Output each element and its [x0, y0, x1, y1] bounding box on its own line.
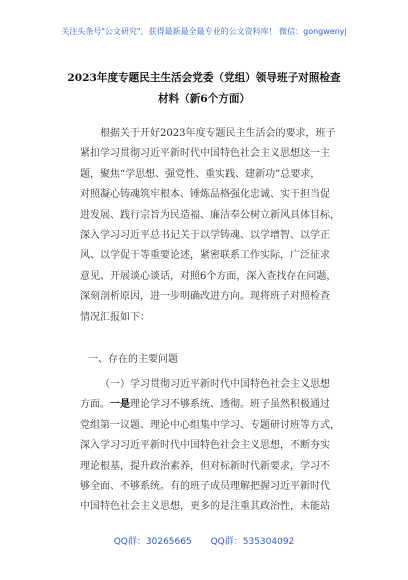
subsection-text: 理论学习不够系统、透彻。班子虽然积极通过 — [130, 399, 330, 411]
qq-group-1: QQ群：30265665 — [113, 537, 192, 547]
intro-line: 进发展、践行宗旨为民造福、廉洁奉公树立新风具体目标， — [80, 209, 340, 221]
intro-line: 深刻剖析原因，进一步明确改进方向。现将班子对照检查 — [80, 291, 330, 303]
intro-paragraph — [80, 124, 342, 328]
subsection-line: 理论根基，提升政治素养，但对标新时代新要求，学习不 — [80, 460, 330, 472]
subsection-prefix: 方面。 — [80, 399, 110, 411]
intro-line: 意见、开展谈心谈话，对照6个方面，深入查找存在问题， — [80, 270, 337, 282]
subsection-line: 够全面、不够系统。有的班子成员理解把握习近平新时代 — [80, 481, 330, 493]
section-heading: 一、存在的主要问题 — [88, 354, 178, 365]
subsection-line: 中国特色社会主义思想，更多的是注重其政治性，未能站 — [80, 501, 330, 513]
footer — [0, 534, 408, 547]
intro-line: 风、以学促干等重要论述，紧密联系工作实际，广泛征求 — [80, 250, 330, 262]
subsection-line: 深入学习习近平新时代中国特色社会主义思想，不断夯实 — [80, 440, 330, 452]
document-title-line-2: 材料（新6个方面） — [157, 93, 251, 105]
qq-group-2: QQ群：535304092 — [210, 537, 295, 547]
subsection-line: （一）学习贯彻习近平新时代中国特色社会主义思想 — [100, 379, 330, 390]
intro-line: 根据关于开好2023年度专题民主生活会的要求，班子 — [100, 128, 336, 139]
intro-line: 对照凝心铸魂筑牢根本、锤炼品格强化忠诚、实干担当促 — [80, 189, 330, 201]
subsection-line — [80, 395, 342, 415]
point-marker: 一是 — [110, 399, 130, 411]
intro-line: 深入学习习近平总书记关于以学铸魂、以学增智、以学正 — [80, 230, 330, 242]
header-banner: 关注头条号"公文研究"，获得最新最全最专业的公文资料库！ 微信：gongwenyj — [61, 27, 347, 36]
intro-line: 情况汇报如下： — [80, 311, 150, 323]
document-title-line-1: 2023年度专题民主生活会党委（党组）领导班子对照检查 — [67, 72, 341, 84]
intro-line: 紧扣学习贯彻习近平新时代中国特色社会主义思想这一主 — [80, 148, 330, 160]
subsection-line: 党组第一议题、理论中心组集中学习、专题研讨班等方式， — [80, 419, 340, 431]
subsection-paragraph — [80, 375, 342, 518]
intro-line: 题，聚焦“学思想、强党性、重实践、建新功”总要求， — [80, 168, 321, 180]
